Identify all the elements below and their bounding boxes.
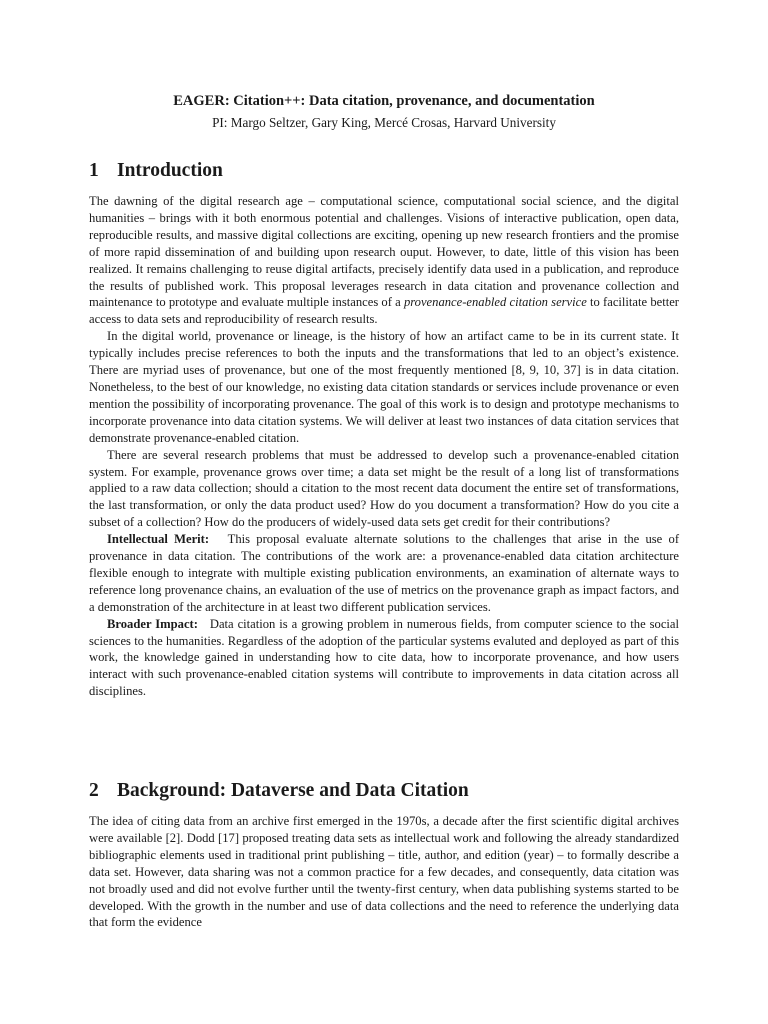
paragraph-text: Data citation is a growing problem in numerous fields, from computer science to the social sciences to the humanities. Regardless of the adoption of the particular systems evaluted and deployed as part of this work, the knowledge gained in understanding how to cite data, how to incorporate provenance, and how users interact with such provenance-enabled citation systems will contribute to improvements in data citation across all disciplines. (89, 616, 680, 699)
section-number: 2 (89, 780, 99, 801)
document-title: EAGER: Citation++: Data citation, provenance, and documentation (173, 93, 595, 109)
section-title: Introduction (117, 160, 223, 181)
document-authors: PI: Margo Seltzer, Gary King, Mercé Crosas, Harvard University (212, 115, 556, 130)
paragraph: In the digital world, provenance or lineage, is the history of how an artifact came to be in its current state. It typically includes precise references to both the inputs and the transformations that led to an object’s existence. There are myriad uses of provenance, but one of the most frequently mentioned [8, 9, 10, 37] is in data citation. Nonetheless, to the best of our knowledge, no existing data citation standards or services include provenance or even mention the possibility of incorporating provenance. The goal of this work is to design and prototype mechanisms to incorporate provenance into data citation systems. We will deliver at least two instances of data citation services that demonstrate provenance-enabled citation. (89, 329, 679, 445)
paragraph-broader-impact (89, 616, 679, 701)
paragraph-text: to facilitate better access to data sets and reproducibility of research results. (89, 295, 679, 327)
paragraph-lead: Broader Impact: (107, 616, 198, 631)
section-number: 1 (89, 160, 99, 181)
section-body-background (89, 813, 679, 931)
paragraph-text: The dawning of the digital research age – computational science, computational social science, and the digital humanities – brings with it both enormous potential and challenges. Visions of interactive publication, open data, reproducible results, and massive digital collections are exciting, opening up new research frontiers and the promise of more rapid dissemination of and building upon research ouput. However, to date, little of this vision has been realized. It remains challenging to reuse digital artifacts, precisely identify data used in a publication, and reproduce the results of published work. This proposal leverages research in data citation and provenance collection and maintenance to prototype and evaluate multiple instances of a (89, 194, 679, 310)
section-heading-background (89, 779, 689, 803)
section-heading-introduction (89, 159, 689, 183)
emphasis-text: provenance-enabled citation service (403, 295, 587, 310)
paragraph-lead: Intellectual Merit: (107, 532, 210, 547)
paragraph (89, 193, 679, 328)
paragraph: There are several research problems that must be addressed to develop such a provenance-enabled citation system. For example, provenance grows over time; a data set might be the result of a long list of transformations applied to a raw data collection; should a citation to the most recent data document the entire set of transformations, the last transformation, or only the data product used? How do you document a transformation? How do you cite a subset of a collection? How do the producers of widely-used data sets get credit for their contributions? (89, 447, 679, 530)
section-body-introduction (89, 193, 679, 700)
paragraph-intellectual-merit (89, 531, 679, 616)
section-title: Background: Dataverse and Data Citation (117, 780, 469, 801)
paragraph: The idea of citing data from an archive first emerged in the 1970s, a decade after the first scientific digital archives were available [2]. Dodd [17] proposed treating data sets as intellectual work and following the already standardized bibliographic elements used in traditional print publishing – title, author, and edition (year) – to formally describe a data set. However, data sharing was not a common practice for a few decades, and consequently, data citation was not broadly used and did not evolve further until the twenty-first century, when data publishing systems started to be developed. With the growth in the number and use of data collections and the need to reference the underlying data that form the evidence (89, 814, 679, 930)
paragraph-text: This proposal evaluate alternate solutions to the challenges that arise in the use of provenance in data citation. The contributions of the work are: a provenance-enabled data citation architecture flexible enough to integrate with multiple existing publication environments, an examination of alternate ways to reference long provenance chains, an evaluation of the use of metrics on the provenance graph as impact factors, and a demonstration of the architecture in at least two different publication services. (89, 532, 680, 614)
